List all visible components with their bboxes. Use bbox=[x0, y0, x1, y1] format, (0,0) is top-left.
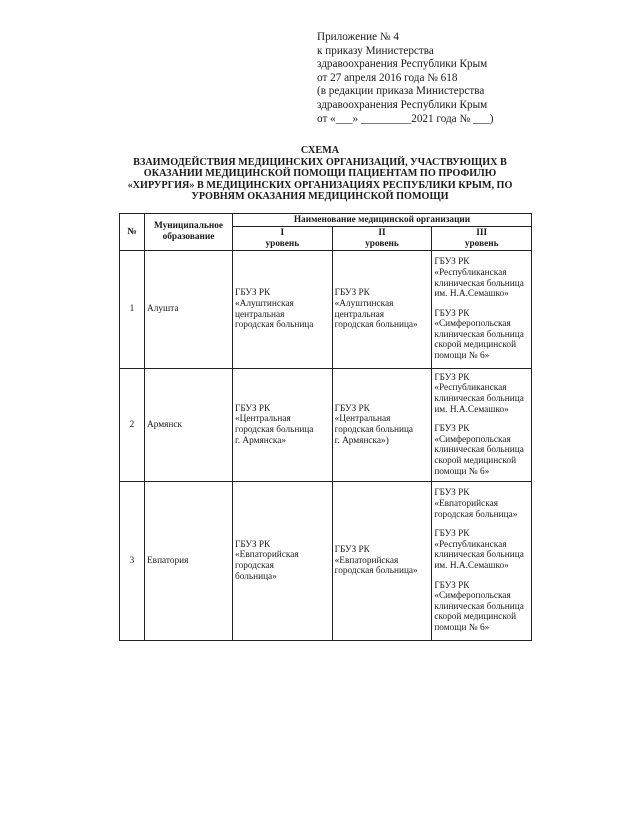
org-line: ГБУЗ РК bbox=[235, 288, 271, 299]
org-line: «Симферопольская bbox=[434, 319, 511, 330]
level-2-cell bbox=[332, 251, 432, 369]
interaction-table bbox=[119, 213, 532, 641]
level-number: II bbox=[378, 228, 386, 239]
org-line: клиническая больница bbox=[434, 278, 524, 289]
header-line: от «___» _________2021 года № ___) bbox=[317, 112, 494, 125]
level-1-cell bbox=[233, 251, 333, 369]
org-entry bbox=[335, 545, 430, 577]
header-line: здравоохранения Республики Крым bbox=[317, 58, 488, 71]
org-line: «Алуштинская bbox=[235, 298, 294, 309]
level-word: уровень bbox=[365, 239, 399, 249]
org-line: скорой медицинской bbox=[434, 612, 517, 623]
org-line: «Республиканская bbox=[434, 267, 507, 278]
org-line: центральная bbox=[334, 309, 385, 320]
org-line: помощи № 6» bbox=[434, 466, 490, 477]
level-number: III bbox=[476, 228, 488, 239]
org-line: ГБУЗ РК bbox=[434, 424, 470, 435]
org-entry bbox=[434, 424, 529, 477]
column-header-municipality bbox=[145, 214, 233, 251]
municipality-cell: Евпатория bbox=[145, 482, 233, 641]
org-line: городская больница bbox=[334, 425, 414, 435]
row-number: 3 bbox=[120, 482, 145, 641]
org-entry bbox=[434, 257, 529, 299]
org-entry bbox=[434, 529, 529, 571]
level-2-cell bbox=[332, 482, 432, 641]
org-line: ГБУЗ РК bbox=[334, 288, 370, 299]
org-line: ГБУЗ РК bbox=[434, 488, 470, 499]
org-line: «Евпаторийская bbox=[235, 550, 299, 561]
org-entry bbox=[434, 488, 529, 520]
org-line: г. Армянска» bbox=[235, 435, 287, 446]
org-line: клиническая больница bbox=[434, 550, 524, 561]
header-line: Приложение № 4 bbox=[317, 31, 399, 43]
org-line: клиническая больница bbox=[434, 329, 524, 340]
org-line: ГБУЗ РК bbox=[434, 372, 470, 383]
org-line: им. Н.А.Семашко» bbox=[434, 404, 509, 415]
org-line: городская больница» bbox=[334, 566, 418, 577]
org-line: ГБУЗ РК bbox=[334, 403, 370, 414]
title-line: «ХИРУРГИЯ» В МЕДИЦИНСКИХ ОРГАНИЗАЦИЯХ РЕСПУБЛИКИ КРЫМ, ПО bbox=[127, 179, 513, 191]
column-header-level-2 bbox=[332, 227, 432, 251]
org-line: ГБУЗ РК bbox=[434, 580, 470, 591]
org-line: ГБУЗ РК bbox=[334, 545, 370, 556]
org-entry bbox=[434, 581, 529, 634]
level-word: уровень bbox=[265, 239, 300, 249]
table-row bbox=[120, 369, 532, 482]
org-line: «Симферопольская bbox=[434, 591, 511, 602]
org-line: «Алуштинская bbox=[334, 298, 394, 309]
org-line: ГБУЗ РК bbox=[434, 308, 470, 319]
row-number: 2 bbox=[120, 369, 145, 482]
level-2-cell bbox=[332, 369, 432, 482]
municipality-cell: Алушта bbox=[145, 251, 233, 369]
level-1-cell bbox=[233, 482, 333, 641]
column-header-level-1 bbox=[233, 227, 333, 251]
header-text: Муниципальное bbox=[153, 221, 224, 232]
level-3-cell bbox=[432, 482, 532, 641]
org-line: городская больница bbox=[235, 425, 314, 435]
column-header-number: № bbox=[120, 214, 145, 251]
org-line: им. Н.А.Семашко» bbox=[434, 289, 509, 300]
header-line: к приказу Министерства bbox=[317, 44, 434, 57]
document-title bbox=[100, 145, 540, 203]
row-number: 1 bbox=[120, 251, 145, 369]
org-line: клиническая больница bbox=[434, 601, 524, 612]
org-entry bbox=[335, 288, 430, 330]
org-line: г. Армянска») bbox=[334, 435, 389, 446]
level-3-cell bbox=[432, 251, 532, 369]
org-line: «Центральная bbox=[334, 414, 391, 425]
org-line: ГБУЗ РК bbox=[235, 403, 271, 414]
org-line: ГБУЗ РК bbox=[434, 529, 470, 540]
org-line: «Симферопольская bbox=[434, 434, 511, 445]
org-entry bbox=[335, 404, 430, 446]
level-word: уровень bbox=[464, 239, 499, 249]
org-line: клиническая больница bbox=[434, 394, 524, 405]
org-line: клиническая больница bbox=[434, 445, 524, 456]
org-line: ГБУЗ РК bbox=[434, 257, 470, 268]
org-line: «Республиканская bbox=[434, 539, 507, 550]
title-line: ВЗАИМОДЕЙСТВИЯ МЕДИЦИНСКИХ ОРГАНИЗАЦИЙ, УЧАСТВУЮЩИХ В bbox=[133, 156, 507, 168]
table-row bbox=[120, 251, 532, 369]
org-line: городская больница» bbox=[334, 320, 418, 331]
title-line: ОКАЗАНИИ МЕДИЦИНСКОЙ ПОМОЩИ ПАЦИЕНТАМ ПО ПРОФИЛЮ bbox=[143, 168, 497, 180]
org-entry bbox=[434, 373, 529, 415]
header-line: от 27 апреля 2016 года № 618 bbox=[317, 71, 458, 84]
org-line: «Евпаторийская bbox=[334, 555, 399, 566]
org-line: им. Н.А.Семашко» bbox=[434, 561, 509, 571]
org-line: городская bbox=[235, 561, 274, 571]
org-entry bbox=[434, 309, 529, 362]
org-line: больница» bbox=[235, 571, 277, 582]
title-line: СХЕМА bbox=[300, 145, 340, 156]
org-line: «Республиканская bbox=[434, 383, 507, 394]
table-row bbox=[120, 482, 532, 641]
org-line: помощи № 6» bbox=[434, 622, 490, 633]
org-line: помощи № 6» bbox=[434, 351, 490, 362]
org-line: скорой медицинской bbox=[434, 455, 517, 466]
column-header-level-3 bbox=[432, 227, 532, 251]
level-1-cell bbox=[233, 369, 333, 482]
header-text: образование bbox=[162, 232, 215, 242]
org-line: городская больница» bbox=[434, 509, 518, 520]
org-entry bbox=[235, 404, 330, 446]
column-header-org-name: Наименование медицинской организации bbox=[233, 214, 532, 227]
org-line: «Центральная bbox=[235, 414, 291, 425]
level-number: I bbox=[280, 228, 285, 239]
municipality-cell: Армянск bbox=[145, 369, 233, 482]
org-line: городская больница bbox=[235, 320, 314, 331]
org-line: «Евпаторийская bbox=[434, 499, 498, 510]
appendix-header bbox=[317, 31, 617, 126]
org-entry bbox=[235, 288, 330, 330]
level-3-cell bbox=[432, 369, 532, 482]
org-line: ГБУЗ РК bbox=[235, 539, 271, 550]
title-line: УРОВНЯМ ОКАЗАНИЯ МЕДИЦИНСКОЙ ПОМОЩИ bbox=[191, 191, 449, 203]
header-line: здравоохранения Республики Крым bbox=[317, 98, 488, 111]
header-line: (в редакции приказа Министерства bbox=[317, 85, 485, 98]
org-line: центральная bbox=[235, 309, 285, 320]
org-entry bbox=[235, 540, 330, 582]
org-line: скорой медицинской bbox=[434, 340, 517, 351]
